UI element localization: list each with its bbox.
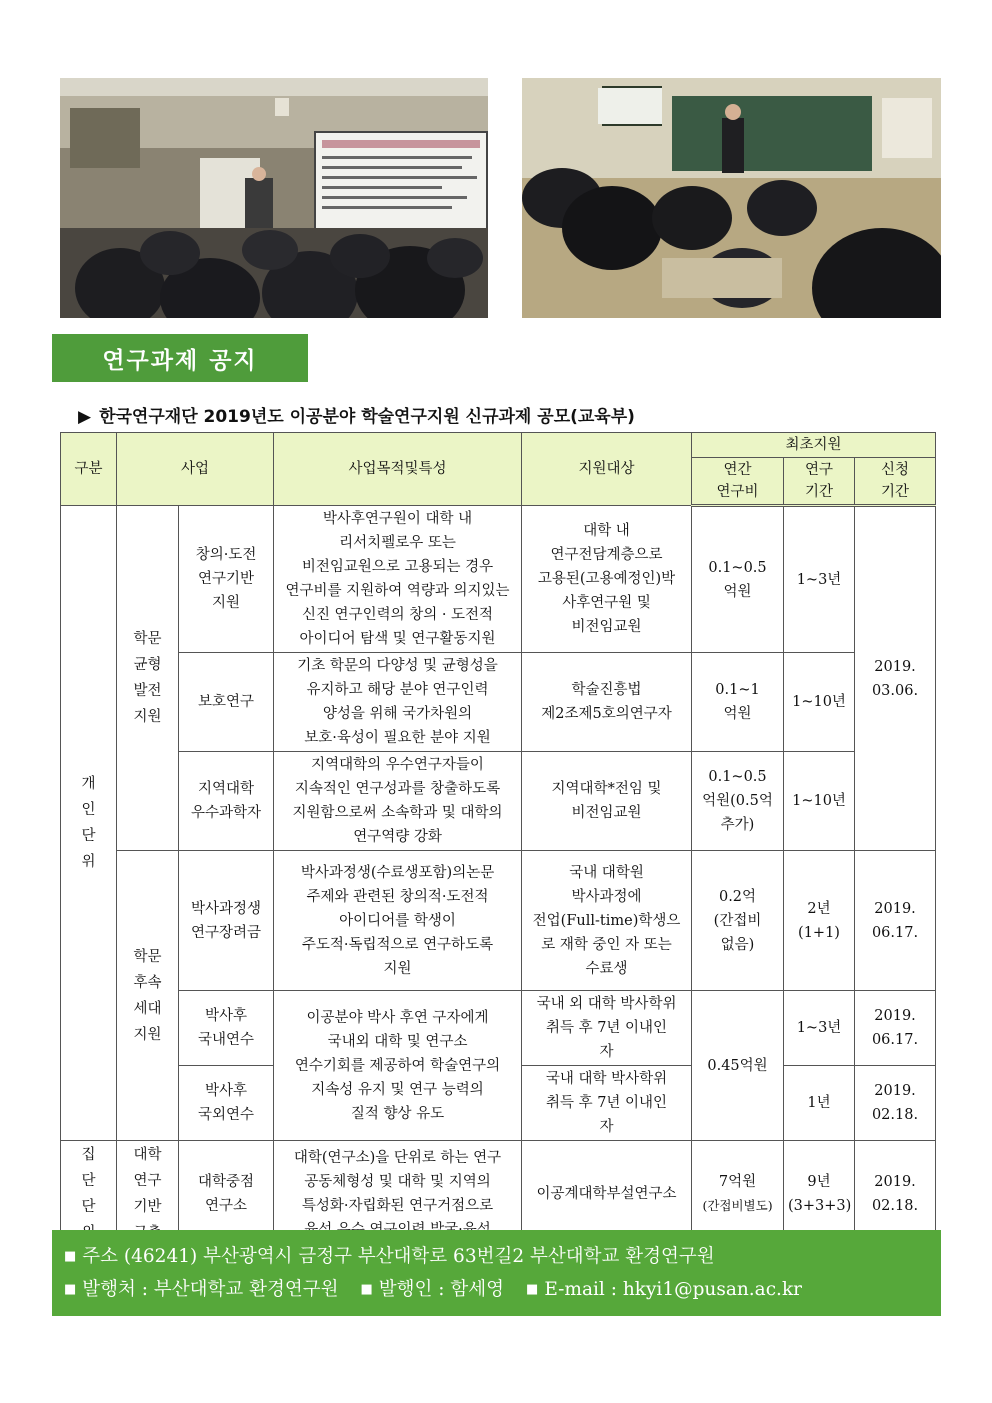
program-target: 국내 대학원 박사과정에 전업(Full-time)학생으 로 재학 중인 자 또는 수료생 [522,851,692,991]
square-bullet-icon: ■ [64,1282,77,1297]
group-individual: 개 인 단 위 [61,506,117,1141]
table-row [61,851,936,991]
group-balanced: 학문 균형 발전 지원 [117,506,179,851]
header-duration: 연구 기간 [784,458,855,506]
footer-publisher: 발행처 : 부산대학교 환경연구원 [82,1279,339,1300]
group-collective: 집 단 단 [61,1141,117,1248]
square-bullet-icon: ■ [64,1249,77,1264]
program-target: 학술진흥법 제2조제5호의연구자 [522,653,692,752]
table-row [61,991,936,1066]
program-duration: 2년 (1+1) [784,851,855,991]
program-budget: 0.2억 (간접비 없음) [692,851,784,991]
program-budget: 0.45억원 [692,991,784,1141]
notice-subtitle [78,402,635,427]
program-name: 박사후 국외연수 [179,1066,274,1141]
program-purpose: 박사과정생(수료생포함)의논문 주제와 관련된 창의적·도전적 아이디어를 학생이 주도적·독립적으로 연구하도록 지원 [274,851,522,991]
program-purpose: 이공분야 박사 후연 구자에게 국내외 대학 및 연구소 연수기회를 제공하여 학술연구의 지속성 유지 및 연구 능력의 질적 향상 유도 [274,991,522,1141]
program-purpose: 기초 학문의 다양성 및 균형성을 유지하고 해당 분야 연구인력 양성을 위해 국가차원의 보호·육성이 필요한 분야 지원 [274,653,522,752]
footer-address-line [64,1240,941,1273]
program-name: 창의·도전 연구기반 지원 [179,506,274,653]
header-initial-support: 최초지원 [692,433,936,458]
arrow-icon: ▶ [78,407,92,427]
footer-email[interactable]: E-mail : hkyi1@pusan.ac.kr [544,1279,802,1300]
group-next-gen: 학문 후속 세대 지원 [117,851,179,1141]
program-duration: 1~3년 [784,991,855,1066]
program-duration: 9년 (3+3+3) [784,1141,855,1248]
seminar-photo-right [522,78,941,318]
table-row [61,653,936,752]
header-application: 신청 기간 [855,458,936,506]
program-target: 대학 내 연구전담계층으로 고용된(고용예정인)박 사후연구원 및 비전임교원 [522,506,692,653]
subtitle-text: 한국연구재단 2019년도 이공분야 학술연구지원 신규과제 공모(교육부) [99,407,635,427]
group-univ-base: 대학 연구 기반 [117,1141,179,1248]
program-name: 박사과정생 연구장려금 [179,851,274,991]
program-purpose: 대학(연구소)을 단위로 하는 연구 공동체형성 및 대학 및 지역의 특성화·자립화된 연구거점으로 [274,1141,522,1248]
program-purpose: 박사후연구원이 대학 내 리서치펠로우 또는 비전임교원으로 고용되는 경우 연구비를 지원하여 역량과 의지있는 신진 연구인력의 창의 · 도전적 아이디어 탐색 및 연구활동지원 [274,506,522,653]
header-category: 구분 [61,433,117,506]
program-duration: 1년 [784,1066,855,1141]
program-target: 국내 대학 박사학위 취득 후 7년 이내인 자 [522,1066,692,1141]
header-annual-budget: 연간 연구비 [692,458,784,506]
program-duration: 1~3년 [784,506,855,653]
program-budget-note: (간접비별도) [702,1198,773,1213]
program-budget: 0.1~0.5 억원 [692,506,784,653]
seminar-photo-left [60,78,488,318]
header-purpose: 사업목적및특성 [274,433,522,506]
program-purpose: 지역대학의 우수연구자들이 지속적인 연구성과를 창출하도록 지원함으로써 소속학과 및 대학의 연구역량 강화 [274,752,522,851]
program-target: 지역대학*전임 및 비전임교원 [522,752,692,851]
table-row [61,506,936,653]
program-application: 2019. 06.17. [855,991,936,1066]
section-title: 연구과제 공지 [52,334,308,382]
program-budget: 0.1~0.5 억원(0.5억 추가) [692,752,784,851]
header-program: 사업 [117,433,274,506]
footer [52,1230,941,1316]
program-name: 보호연구 [179,653,274,752]
program-duration: 1~10년 [784,653,855,752]
program-budget: 7억원 [718,1174,757,1190]
balanced-application-period: 2019. 03.06. [855,506,936,851]
program-application: 2019. 02.18. [855,1141,936,1248]
program-target: 이공계대학부설연구소 [522,1141,692,1248]
program-budget: 0.1~1 억원 [692,653,784,752]
footer-info-line [64,1273,941,1306]
program-application: 2019. 06.17. [855,851,936,991]
program-name: 대학중점 연구소 [179,1141,274,1248]
program-name: 박사후 국내연수 [179,991,274,1066]
program-duration: 1~10년 [784,752,855,851]
program-application: 2019. 02.18. [855,1066,936,1141]
square-bullet-icon: ■ [360,1282,373,1297]
program-name: 지역대학 우수과학자 [179,752,274,851]
footer-address: 주소 (46241) 부산광역시 금정구 부산대학로 63번길2 부산대학교 환경연구원 [82,1246,715,1267]
header-target: 지원대상 [522,433,692,506]
square-bullet-icon: ■ [526,1282,539,1297]
table-row [61,752,936,851]
research-program-table [60,432,936,1248]
program-target: 국내 외 대학 박사학위 취득 후 7년 이내인 자 [522,991,692,1066]
footer-issuer: 발행인 : 함세영 [378,1279,505,1300]
